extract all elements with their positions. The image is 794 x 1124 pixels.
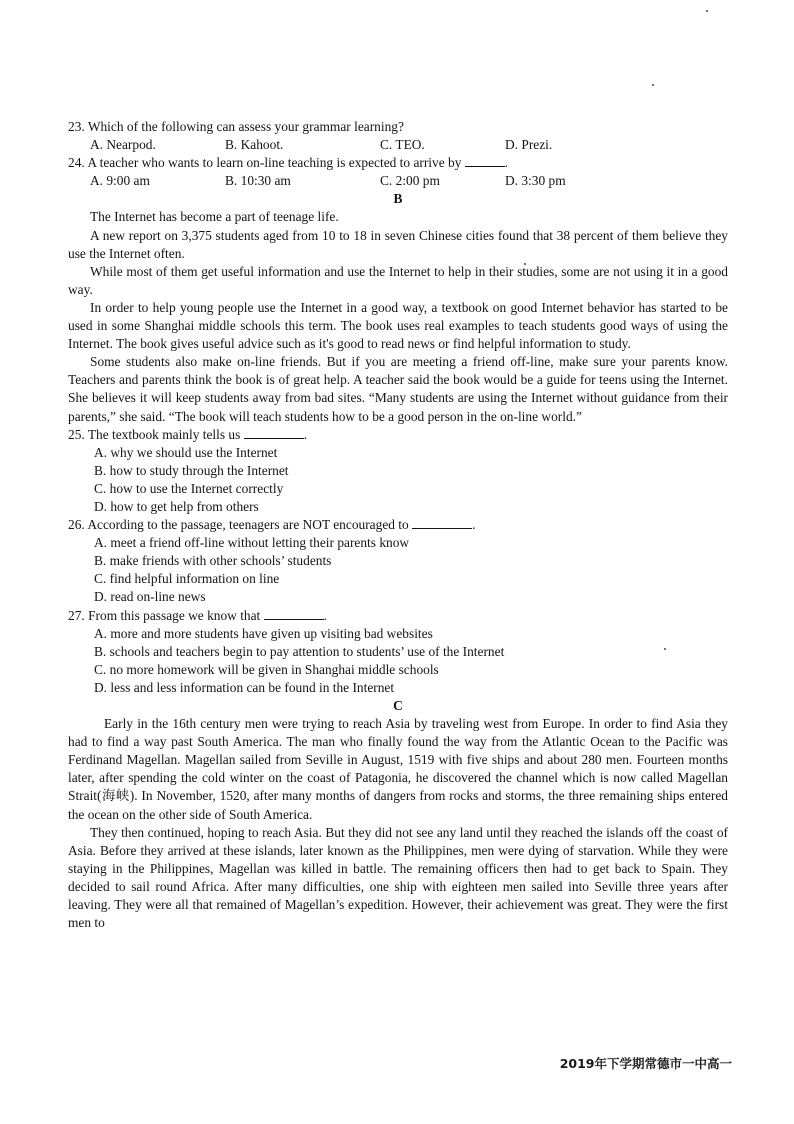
option-c: C. TEO. — [380, 137, 425, 153]
option-a: A. meet a friend off-line without letting their parents know — [94, 535, 410, 551]
question-25-stem: 25. The textbook mainly tells us — [68, 426, 244, 442]
question-23-stem: 23. Which of the following can assess your grammar learning? — [68, 119, 404, 134]
section-b-paragraph: Some students also make on-line friends. But if you are meeting a friend off-line, make sure your parents know. Teachers and parents think the book is of great help. A teacher said the book would be a guide for teens using the Internet. She believes it will keep students away from bad sites. “Many students are using the Internet without guidance from their parents,” she said. “The book will teach students how to be a good person in the on-line world.” — [68, 354, 728, 424]
answer-blank — [244, 426, 304, 439]
option-d: D. less and less information can be found in the Internet — [94, 679, 395, 695]
answer-blank — [412, 516, 472, 529]
section-c-paragraph: Early in the 16th century men were trying to reach Asia by traveling west from Europe. In order to find Asia they had to find a way past South America. The man who finally found the way from the Atlantic Ocean to the Pacific was Ferdinand Magellan. Magellan sailed from Seville in August, 1519 with five ships and about 280 men. Fourteen months later, after spending the cold winter on the coast of Patagonia, he discovered the channel which is now called Magellan Strait(海峡). In November, 1520, after many months of dangers from rocks and storms, the three remaining ships entered the ocean on the other side of South America. — [68, 716, 728, 822]
option-b: B. how to study through the Internet — [94, 462, 289, 478]
question-26-end: . — [472, 517, 476, 533]
option-c: C. 2:00 pm — [380, 173, 440, 189]
option-b: B. Kahoot. — [225, 137, 284, 153]
scan-speck — [706, 10, 708, 12]
question-25 — [68, 426, 728, 444]
question-24-stem: 24. A teacher who wants to learn on-line teaching is expected to arrive by — [68, 155, 465, 171]
option-b: B. schools and teachers begin to pay attention to students’ use of the Internet — [94, 643, 505, 659]
exam-page — [68, 118, 728, 932]
section-c-heading: C — [393, 698, 403, 713]
option-c: C. no more homework will be given in Shanghai middle schools — [94, 661, 439, 677]
question-24-options — [68, 172, 728, 190]
option-a: A. Nearpod. — [90, 137, 156, 153]
option-b: B. make friends with other schools’ students — [94, 553, 332, 569]
question-24-end: . — [504, 155, 509, 171]
question-26 — [68, 516, 728, 534]
option-d: D. 3:30 pm — [505, 173, 566, 189]
question-27-stem: 27. From this passage we know that — [68, 607, 264, 623]
section-b-paragraph: While most of them get useful information and use the Internet to help in their studies, some are not using it in a good way. — [68, 263, 728, 297]
section-c-paragraph: They then continued, hoping to reach Asia. But they did not see any land until they reached the islands off the coast of Asia. Before they arrived at these islands, later known as the Philippines, men were dying of starvation. While they were staying in the Philippines, Magellan was killed in battle. The remaining officers then had to get back to Spain. They decided to sail round Africa. After many difficulties, one ship with eighteen men sailed into Seville three years after leaving. They were all that remained of Magellan’s expedition. However, their achievement was great. They were the first men to — [68, 824, 728, 931]
question-27-end: . — [323, 607, 327, 623]
option-a: A. more and more students have given up visiting bad websites — [94, 625, 433, 641]
scan-speck — [652, 84, 654, 86]
question-25-end: . — [303, 426, 308, 442]
option-a: A. why we should use the Internet — [94, 444, 278, 460]
question-27 — [68, 607, 728, 625]
option-d: D. Prezi. — [505, 137, 553, 153]
section-b-paragraph: The Internet has become a part of teenage life. — [90, 209, 339, 225]
answer-blank — [264, 607, 324, 620]
question-24 — [68, 154, 728, 172]
answer-blank — [465, 154, 505, 167]
page-footer: 2019年下学期常德市一中高一 — [559, 1056, 732, 1071]
option-b: B. 10:30 am — [225, 173, 291, 189]
section-b-paragraph: In order to help young people use the Internet in a good way, a textbook on good Internet behavior has started to be used in some Shanghai middle schools this term. The book uses real examples to teach students good ways of using the Internet. The book gives useful advice such as it's good to read news or find helpful information to study. — [68, 299, 728, 352]
option-d: D. how to get help from others — [94, 498, 259, 514]
question-23-options — [68, 136, 728, 154]
question-26-stem: 26. According to the passage, teenagers are NOT encouraged to — [68, 517, 413, 533]
section-b-paragraph: A new report on 3,375 students aged from 10 to 18 in seven Chinese cities found that 38 percent of them believe they use the Internet often. — [68, 227, 728, 261]
option-a: A. 9:00 am — [90, 173, 150, 189]
option-d: D. read on-line news — [94, 589, 206, 605]
section-b-heading: B — [393, 191, 403, 207]
option-c: C. find helpful information on line — [94, 571, 280, 587]
option-c: C. how to use the Internet correctly — [94, 480, 284, 496]
